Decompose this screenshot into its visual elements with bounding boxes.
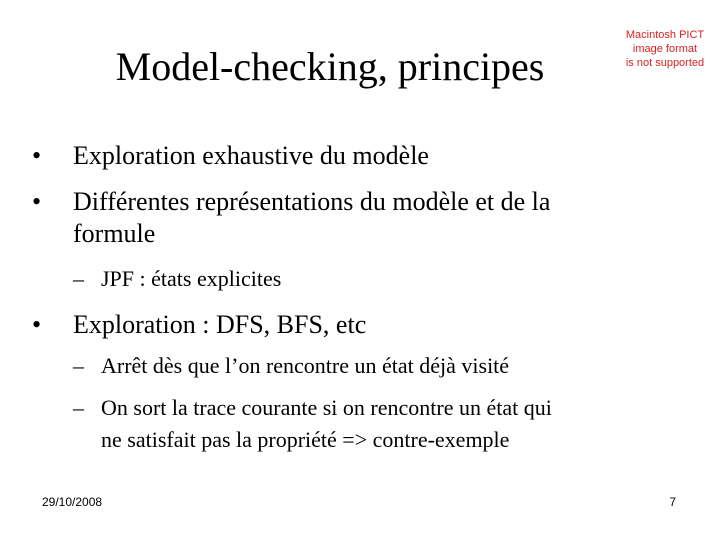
sub-bullet-text: JPF : états explicites — [101, 266, 282, 291]
placeholder-line-2: image format — [632, 43, 698, 55]
footer-date: 29/10/2008 — [42, 495, 103, 509]
sub-bullet-item — [0, 263, 720, 295]
slide-title: Model-checking, principes — [115, 44, 545, 89]
placeholder-line-3: is not supported — [625, 57, 705, 69]
bullet-text: Exploration exhaustive du modèle — [73, 141, 429, 170]
sub-bullet-text-line: ne satisfait pas la propriété => contre-exemple — [101, 427, 510, 452]
sub-bullet-text — [101, 392, 701, 456]
bullet-text: Exploration : DFS, BFS, etc — [73, 310, 367, 339]
bullet-dot-icon: • — [32, 187, 42, 216]
bullet-item — [0, 140, 720, 172]
bullet-item — [0, 309, 720, 341]
placeholder-line-1: Macintosh PICT — [625, 29, 705, 41]
sub-bullet-item — [0, 392, 720, 456]
page-number: 7 — [669, 495, 676, 509]
bullet-item — [0, 186, 720, 250]
sub-bullet-text: Arrêt dès que l’on rencontre un état déjà visité — [101, 353, 510, 378]
bullet-text — [73, 186, 693, 250]
dash-icon: – — [73, 266, 84, 291]
dash-icon: – — [73, 395, 84, 420]
bullet-text-line: Différentes représentations du modèle et de la — [73, 187, 551, 216]
dash-icon: – — [73, 353, 84, 378]
bullet-dot-icon: • — [32, 310, 42, 339]
sub-bullet-item — [0, 350, 720, 382]
bullet-text-line: formule — [73, 219, 156, 248]
bullet-dot-icon: • — [32, 141, 42, 170]
sub-bullet-text-line: On sort la trace courante si on rencontre un état qui — [101, 395, 552, 420]
